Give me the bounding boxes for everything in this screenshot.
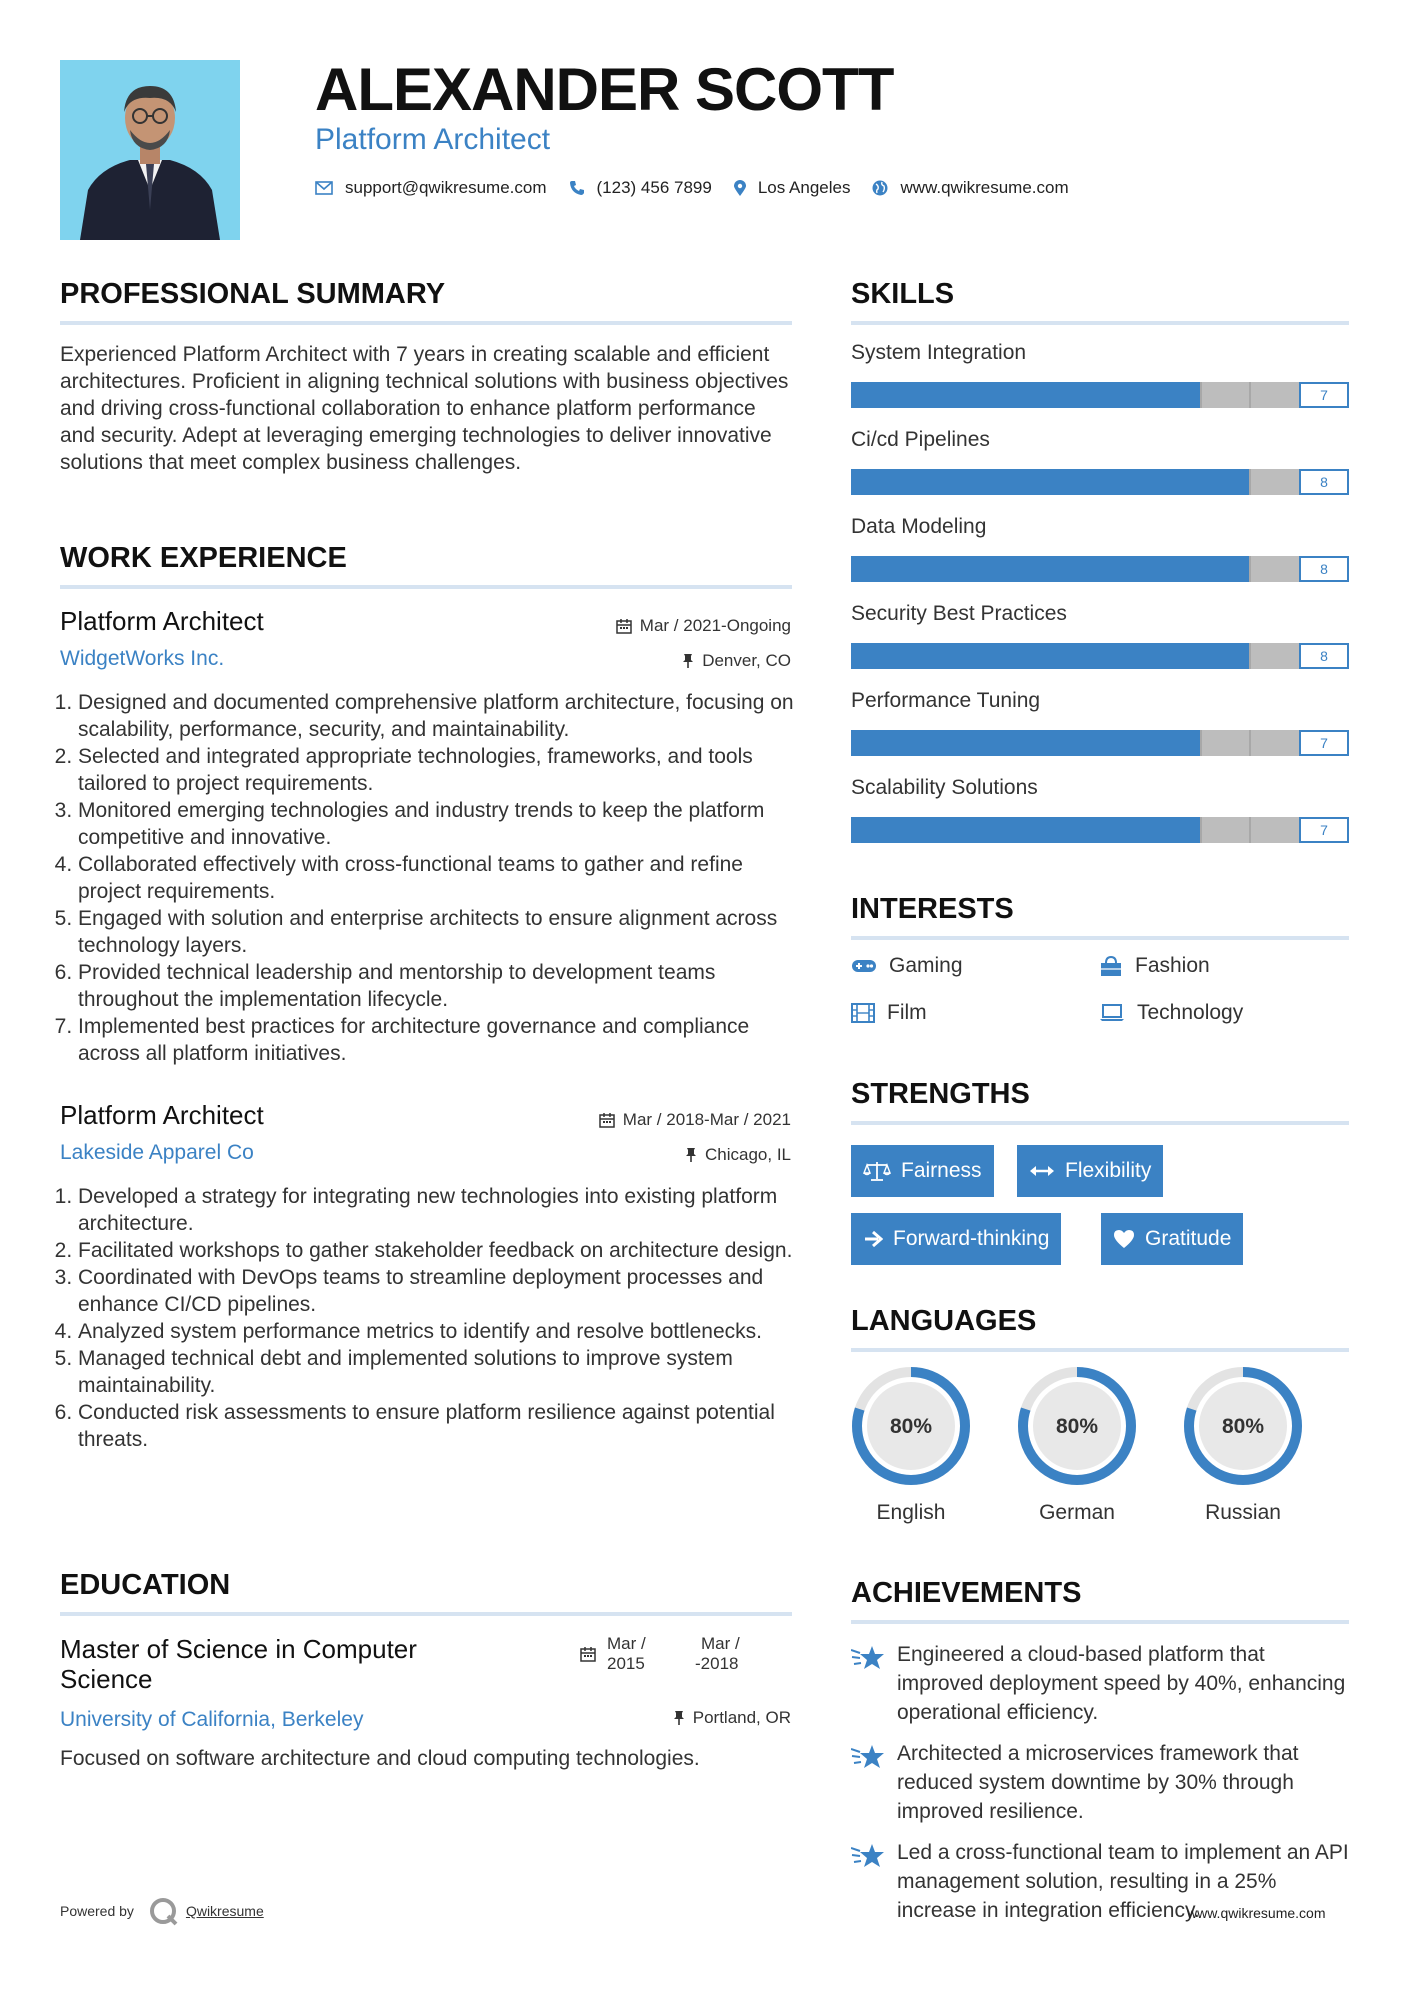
skill-bar-segment (1100, 643, 1102, 669)
contact-website[interactable] (872, 178, 1068, 198)
candidate-name: ALEXANDER SCOTT (315, 56, 894, 123)
contact-phone[interactable] (569, 178, 712, 198)
education-dates (580, 1634, 792, 1678)
language-name: Russian (1205, 1501, 1281, 1524)
interests-section-heading (851, 892, 1349, 940)
heart-icon (1113, 1229, 1135, 1249)
education-description: Focused on software architecture and cloud computing technologies. (60, 1747, 700, 1770)
skill-bar-segment (1100, 382, 1102, 408)
calendar-icon (580, 1646, 596, 1662)
interest-label: Technology (1137, 1001, 1244, 1024)
skill-score: 8 (1299, 556, 1349, 582)
skill-bar (851, 382, 1349, 408)
skill-bar-segment (1100, 469, 1102, 495)
interests-heading: INTERESTS (851, 893, 1014, 925)
strengths-section-heading (851, 1077, 1349, 1125)
globe-icon (872, 180, 888, 196)
skill-bar-segment (1000, 817, 1002, 843)
job-duties-list (60, 1183, 810, 1453)
strength-label: Fairness (901, 1159, 982, 1182)
skill-bar-segment (1000, 382, 1002, 408)
school-name: University of California, Berkeley (60, 1708, 364, 1731)
skill-bar-segment (951, 469, 953, 495)
qwikresume-logo-icon (148, 1896, 178, 1926)
powered-by-label: Powered by (60, 1903, 134, 1919)
skill-bar-fill (851, 730, 1200, 756)
skill-bar-segment (1200, 817, 1202, 843)
interest-technology (1099, 1001, 1243, 1025)
skill-score: 7 (1299, 817, 1349, 843)
language-gauge (849, 1364, 973, 1488)
achievement-text: Engineered a cloud-based platform that improved deployment speed by 40%, enhancing operational efficiency. (897, 1643, 1346, 1724)
language-name: English (876, 1501, 946, 1524)
education-section-heading (60, 1568, 792, 1616)
skill-bar-segment (1150, 730, 1152, 756)
strength-gratitude (1101, 1213, 1243, 1265)
shooting-star-icon (851, 1743, 885, 1771)
language-gauge (1181, 1364, 1305, 1488)
contact-location (734, 178, 851, 198)
skill-bar-segment (1100, 730, 1102, 756)
skill-bar-segment (951, 817, 953, 843)
contact-email[interactable] (315, 178, 547, 198)
footer (60, 1896, 264, 1926)
job-duties-list (60, 689, 810, 1067)
skill-bar-segment (901, 817, 903, 843)
skill-bar-segment (1249, 730, 1251, 756)
job-location (685, 1145, 791, 1165)
calendar-icon (616, 618, 632, 634)
skill-bar-segment (951, 730, 953, 756)
strength-label: Flexibility (1065, 1159, 1152, 1182)
section-divider (851, 1620, 1349, 1624)
strength-flexibility (1017, 1145, 1163, 1197)
film-icon (851, 1003, 875, 1023)
list-item: 4. Analyzed system performance metrics to identify and resolve bottlenecks. (78, 1318, 810, 1345)
skill-bar-segment (1249, 817, 1251, 843)
phone-icon (569, 180, 585, 196)
skill-bar-segment (1050, 730, 1052, 756)
watermark-url: www.qwikresume.com (1187, 1905, 1326, 1921)
summary-heading: PROFESSIONAL SUMMARY (60, 278, 446, 310)
candidate-role: Platform Architect (315, 123, 551, 156)
laptop-icon (1099, 1004, 1125, 1022)
start-date (607, 1634, 646, 1674)
section-divider (851, 936, 1349, 940)
skill-label: Ci/cd Pipelines (851, 428, 990, 451)
degree-line-1: Master of Science in Computer (60, 1634, 417, 1664)
job-company: Lakeside Apparel Co (60, 1141, 254, 1164)
balance-scale-icon (863, 1160, 891, 1182)
achievement-text: Architected a microservices framework that reduced system downtime by 30% through improved resilience. (897, 1742, 1299, 1823)
end-month: Mar / (701, 1634, 740, 1653)
skill-bar-segment (951, 556, 953, 582)
languages-section-heading (851, 1304, 1349, 1352)
skill-bar-segment (1150, 817, 1152, 843)
skill-bar (851, 556, 1349, 582)
skill-bar (851, 643, 1349, 669)
map-pin-icon (734, 180, 746, 197)
strength-fairness (851, 1145, 994, 1197)
experience-section-heading (60, 541, 792, 589)
skill-bar-segment (1050, 382, 1052, 408)
gauge-label: 80% (1221, 1415, 1265, 1438)
start-year: 2015 (607, 1654, 645, 1673)
job-location-text: Chicago, IL (705, 1145, 791, 1164)
gamepad-icon (851, 958, 877, 974)
skill-bar-segment (1200, 382, 1202, 408)
list-item: 6. Conducted risk assessments to ensure platform resilience against potential threats. (78, 1399, 810, 1453)
skill-bar-segment (1000, 469, 1002, 495)
interest-label: Fashion (1135, 954, 1210, 977)
list-item: 1. Developed a strategy for integrating new technologies into existing platform architecture. (78, 1183, 810, 1237)
interest-film (851, 1001, 927, 1025)
email-text: support@qwikresume.com (345, 178, 547, 197)
interest-label: Film (887, 1001, 927, 1024)
skill-label: Security Best Practices (851, 602, 1067, 625)
skill-score: 8 (1299, 469, 1349, 495)
skill-label: System Integration (851, 341, 1027, 364)
list-item: 7. Implemented best practices for architecture governance and compliance across all platform initiatives. (78, 1013, 810, 1067)
skill-bar-segment (1100, 817, 1102, 843)
skill-score: 7 (1299, 730, 1349, 756)
interest-label: Gaming (889, 954, 963, 977)
list-item: 5. Managed technical debt and implemented solutions to improve system maintainability. (78, 1345, 810, 1399)
shopping-bag-icon (1099, 955, 1123, 977)
skill-bar-segment (1249, 469, 1251, 495)
skill-bar-segment (1150, 643, 1152, 669)
skill-bar-segment (1100, 556, 1102, 582)
skill-bar-segment (1249, 643, 1251, 669)
gauge-label: 80% (1055, 1415, 1099, 1438)
skill-bar-segment (951, 643, 953, 669)
skill-bar-fill (851, 817, 1200, 843)
section-divider (60, 585, 792, 589)
pushpin-icon (685, 1147, 697, 1163)
summary-text: Experienced Platform Architect with 7 years in creating scalable and efficient architectures. Proficient in aligning technical solutions with business objectives and driving cross-functional collaboration to enhance platform performance and security. Adept at leveraging emerging technologies to deliver innovative solutions that meet complex business challenges. (60, 343, 789, 474)
job-company: WidgetWorks Inc. (60, 647, 225, 670)
contact-bar (315, 178, 1091, 198)
skill-bar-segment (901, 556, 903, 582)
list-item: 3. Monitored emerging technologies and industry trends to keep the platform competitive and innovative. (78, 797, 810, 851)
list-item: 6. Provided technical leadership and mentorship to development teams throughout the implementation lifecycle. (78, 959, 810, 1013)
end-date (695, 1634, 740, 1674)
skill-label: Scalability Solutions (851, 776, 1038, 799)
double-arrow-icon (1029, 1164, 1055, 1178)
skill-bar-segment (951, 382, 953, 408)
list-item: 2. Selected and integrated appropriate technologies, frameworks, and tools tailored to project requirements. (78, 743, 810, 797)
achievements-heading: ACHIEVEMENTS (851, 1577, 1082, 1609)
skill-bar-segment (1249, 556, 1251, 582)
skill-bar-segment (1050, 556, 1052, 582)
calendar-icon (599, 1112, 615, 1128)
date-dash: - (695, 1654, 701, 1673)
achievement-item (851, 1640, 1349, 1727)
list-item: 3. Coordinated with DevOps teams to streamline deployment processes and enhance CI/CD pipelines. (78, 1264, 810, 1318)
end-year: 2018 (700, 1654, 739, 1673)
strength-forward-thinking (851, 1213, 1061, 1265)
skill-score: 7 (1299, 382, 1349, 408)
language-name: German (1039, 1501, 1115, 1524)
skill-bar-segment (1050, 469, 1052, 495)
skill-bar (851, 817, 1349, 843)
gauge-label: 80% (889, 1415, 933, 1438)
skills-heading: SKILLS (851, 278, 955, 310)
education-location-text: Portland, OR (692, 1708, 791, 1727)
section-divider (851, 1348, 1349, 1352)
skill-bar-segment (1000, 730, 1002, 756)
list-item: 4. Collaborated effectively with cross-functional teams to gather and refine project requirements. (78, 851, 810, 905)
phone-text: (123) 456 7899 (596, 178, 712, 197)
start-month: Mar / (607, 1634, 646, 1653)
job-dates (616, 616, 791, 636)
end-year-line (695, 1654, 740, 1674)
arrow-right-icon (863, 1230, 883, 1248)
skill-bar-segment (1200, 643, 1202, 669)
language-gauge (1015, 1364, 1139, 1488)
degree-line-2: Science (60, 1664, 153, 1694)
experience-heading: WORK EXPERIENCE (60, 542, 347, 574)
person-portrait-icon (60, 60, 240, 240)
list-item: 5. Engaged with solution and enterprise architects to ensure alignment across technology layers. (78, 905, 810, 959)
job-title: Platform Architect (60, 1100, 264, 1130)
skill-label: Data Modeling (851, 515, 987, 538)
skill-bar-segment (901, 643, 903, 669)
strength-label: Gratitude (1145, 1227, 1232, 1250)
skill-bar-segment (1200, 730, 1202, 756)
skill-bar-segment (1200, 556, 1202, 582)
interest-fashion (1099, 954, 1210, 978)
degree-title (60, 1634, 480, 1694)
skill-bar-segment (1050, 643, 1052, 669)
skill-bar-segment (901, 382, 903, 408)
skill-bar (851, 469, 1349, 495)
skill-bar (851, 730, 1349, 756)
skills-section-heading (851, 277, 1349, 325)
pushpin-icon (673, 1710, 685, 1726)
skill-bar-segment (901, 469, 903, 495)
list-item: 2. Facilitated workshops to gather stakeholder feedback on architecture design. (78, 1237, 810, 1264)
skill-score: 8 (1299, 643, 1349, 669)
education-location (673, 1708, 791, 1728)
skill-bar-fill (851, 382, 1200, 408)
section-divider (60, 321, 792, 325)
education-heading: EDUCATION (60, 1569, 231, 1601)
language-english (849, 1364, 973, 1525)
achievement-text: Led a cross-functional team to implement an API management solution, resulting in a 25% increase in integration efficiency. (897, 1841, 1349, 1922)
skill-bar-segment (1150, 556, 1152, 582)
skill-bar-segment (1249, 382, 1251, 408)
location-text: Los Angeles (757, 178, 851, 197)
strength-label: Forward-thinking (893, 1227, 1050, 1250)
brand-link[interactable]: Qwikresume (185, 1903, 264, 1919)
job-title: Platform Architect (60, 606, 264, 636)
shooting-star-icon (851, 1842, 885, 1870)
section-divider (60, 1612, 792, 1616)
achievement-item (851, 1739, 1349, 1826)
skill-label: Performance Tuning (851, 689, 1041, 712)
interest-gaming (851, 954, 963, 978)
language-russian (1181, 1364, 1305, 1525)
skill-bar-segment (1150, 382, 1152, 408)
pushpin-icon (682, 653, 694, 669)
section-divider (851, 321, 1349, 325)
skill-bar-segment (1200, 469, 1202, 495)
section-divider (851, 1121, 1349, 1125)
job-location-text: Denver, CO (702, 651, 791, 670)
profile-photo (60, 60, 240, 240)
achievements-section-heading (851, 1576, 1349, 1624)
language-german (1015, 1364, 1139, 1525)
website-text: www.qwikresume.com (900, 178, 1069, 197)
job-dates (599, 1110, 791, 1130)
strengths-heading: STRENGTHS (851, 1078, 1030, 1110)
summary-section-heading (60, 277, 792, 325)
skill-bar-segment (1150, 469, 1152, 495)
list-item: 1. Designed and documented comprehensive platform architecture, focusing on scalability, performance, security, and maintainability. (78, 689, 810, 743)
job-dates-text: Mar / 2021-Ongoing (639, 616, 791, 635)
skill-bar-segment (1050, 817, 1052, 843)
skill-bar-segment (1000, 643, 1002, 669)
job-dates-text: Mar / 2018-Mar / 2021 (622, 1110, 791, 1129)
languages-heading: LANGUAGES (851, 1305, 1037, 1337)
envelope-icon (315, 181, 333, 195)
shooting-star-icon (851, 1644, 885, 1672)
job-location (682, 651, 791, 671)
skill-bar-segment (901, 730, 903, 756)
skill-bar-segment (1000, 556, 1002, 582)
